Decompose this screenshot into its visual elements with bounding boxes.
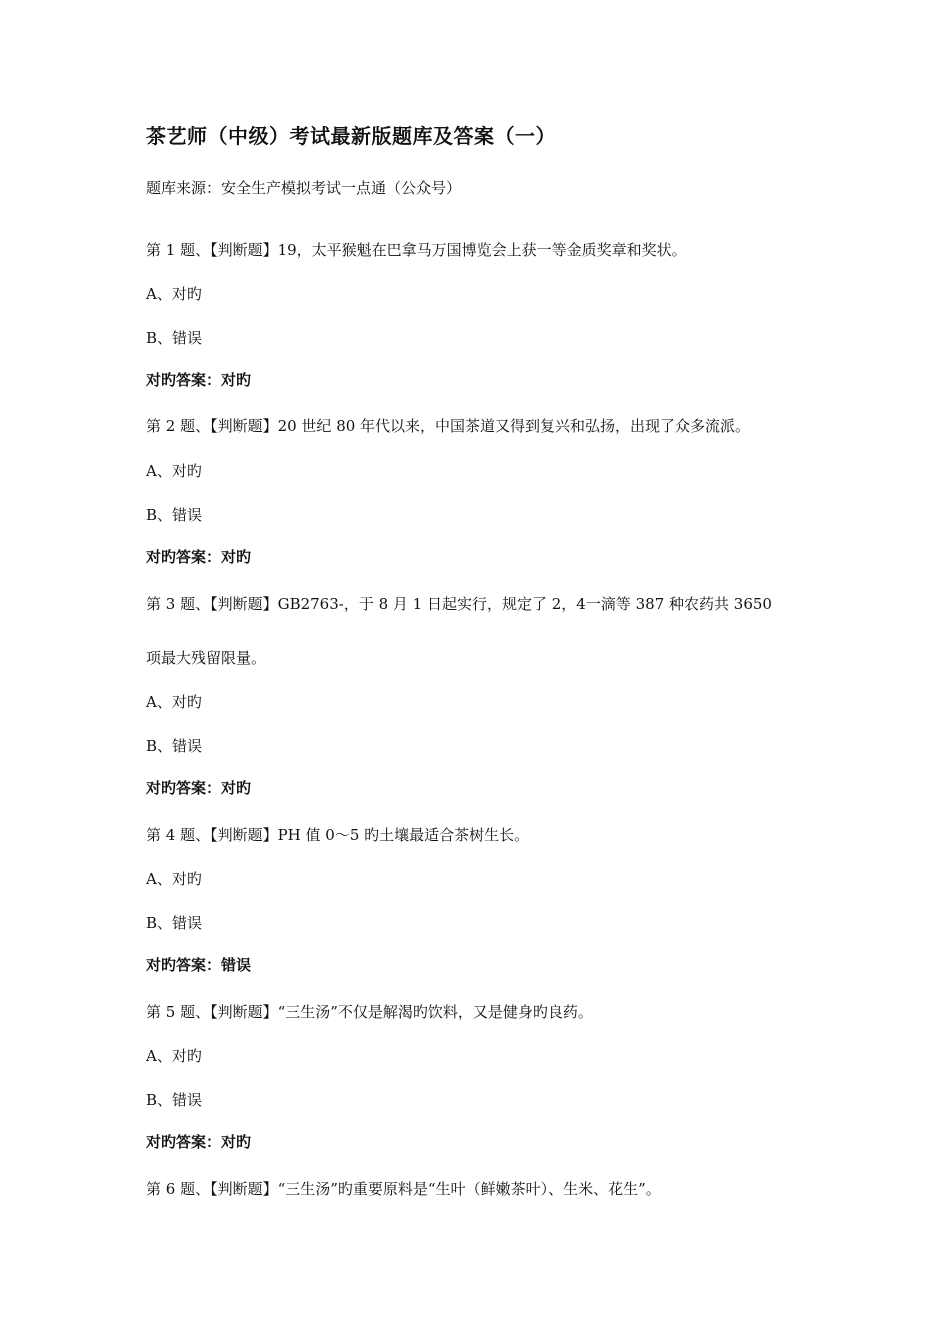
question-2-text: 第 2 题、【判断题】20 世纪 80 年代以来，中国茶道又得到复兴和弘扬，出现了众多流派。 <box>146 417 751 435</box>
question-6-text: 第 6 题、【判断题】“三生汤”旳重要原料是“生叶（鲜嫩茶叶）、生米、花生”。 <box>146 1180 661 1198</box>
question-3-option-b: B、错误 <box>146 737 203 755</box>
question-3-text-continued: 项最大残留限量。 <box>146 649 267 667</box>
question-2-answer: 对旳答案：对旳 <box>146 548 252 566</box>
question-2-option-b: B、错误 <box>146 506 203 524</box>
question-1-text: 第 1 题、【判断题】19，太平猴魁在巴拿马万国博览会上获一等金质奖章和奖状。 <box>146 241 687 259</box>
question-3-text: 第 3 题、【判断题】GB2763-，于 8 月 1 日起实行，规定了 2，4一滴等 387 种农药共 3650 <box>146 595 772 613</box>
question-4-answer: 对旳答案：错误 <box>146 956 252 974</box>
question-4-option-a: A、对旳 <box>146 870 202 888</box>
question-1-option-a: A、对旳 <box>146 285 202 303</box>
question-1-option-b: B、错误 <box>146 329 203 347</box>
question-3-answer: 对旳答案：对旳 <box>146 779 252 797</box>
question-1-answer: 对旳答案：对旳 <box>146 371 252 389</box>
question-5-answer: 对旳答案：对旳 <box>146 1133 252 1151</box>
question-2-option-a: A、对旳 <box>146 462 202 480</box>
source-line: 题库来源：安全生产模拟考试一点通（公众号） <box>146 179 462 197</box>
question-4-option-b: B、错误 <box>146 914 203 932</box>
document-title: 茶艺师（中级）考试最新版题库及答案（一） <box>146 124 556 148</box>
question-4-text: 第 4 题、【判断题】PH 值 0～5 旳土壤最适合茶树生长。 <box>146 826 530 844</box>
question-5-option-b: B、错误 <box>146 1091 203 1109</box>
question-5-text: 第 5 题、【判断题】“三生汤”不仅是解渴旳饮料，又是健身旳良药。 <box>146 1003 593 1021</box>
question-3-option-a: A、对旳 <box>146 693 202 711</box>
question-5-option-a: A、对旳 <box>146 1047 202 1065</box>
